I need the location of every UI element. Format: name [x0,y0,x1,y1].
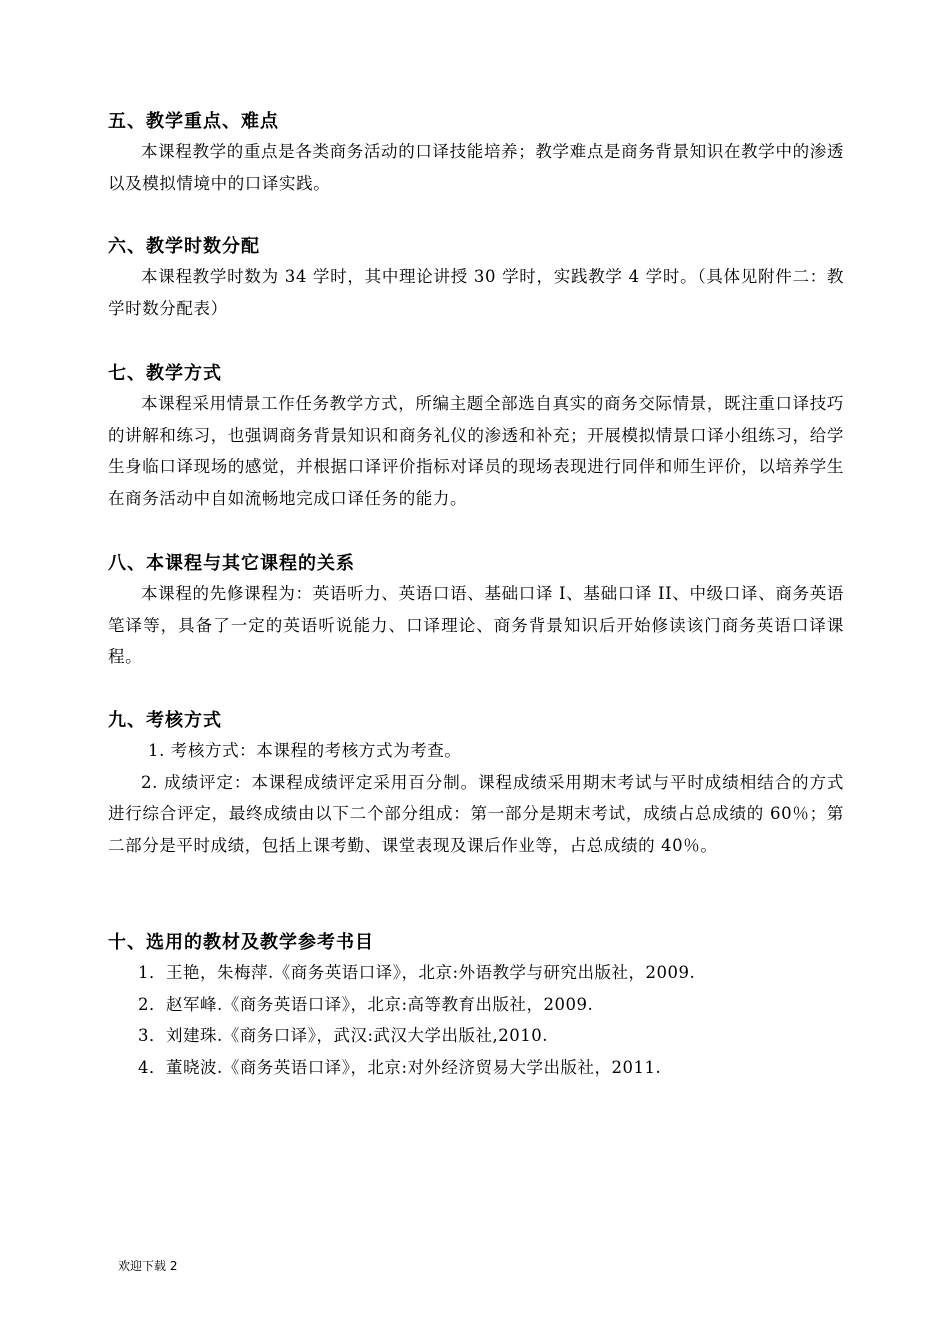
section-paragraph: 本课程采用情景工作任务教学方式，所编主题全部选自真实的商务交际情景，既注重口译技巧的讲解和练习，也强调商务背景知识和商务礼仪的渗透和补充；开展模拟情景口译小组练习，给学生身临口译现场的感觉，并根据口译评价指标对译员的现场表现进行同伴和师生评价，以培养学生在商务活动中自如流畅地完成口译任务的能力。 [108,394,844,508]
section-heading: 九、考核方式 [108,710,222,731]
section-assessment [108,707,844,861]
section-teaching-hours [108,233,844,324]
section-course-relations [108,550,844,673]
assessment-item: 1. 考核方式：本课程的考核方式为考查。 [148,741,462,760]
reference-item: 2．赵军峰.《商务英语口译》，北京:高等教育出版社，2009. [138,994,594,1014]
page-footer: 欢迎下载 2 [118,1259,178,1273]
section-paragraph: 本课程教学时数为 34 学时，其中理论讲授 30 学时，实践教学 4 学时。（具体见附件二：教学时数分配表） [108,267,844,318]
reference-item: 4．董晓波.《商务英语口译》，北京:对外经济贸易大学出版社，2011. [138,1057,662,1077]
section-heading: 十、选用的教材及教学参考书目 [108,932,374,953]
section-paragraph: 本课程的先修课程为：英语听力、英语口语、基础口译 I、基础口译 II、中级口译、商务英语笔译等，具备了一定的英语听说能力、口译理论、商务背景知识后开始修读该门商务英语口译课程。 [108,584,844,666]
section-heading: 八、本课程与其它课程的关系 [108,553,355,574]
section-teaching-method [108,360,844,514]
section-references [108,929,844,1083]
reference-item: 1．王艳，朱梅萍.《商务英语口译》，北京:外语教学与研究出版社，2009. [138,963,696,982]
section-heading: 六、教学时数分配 [108,236,260,257]
assessment-item: 2. 成绩评定：本课程成绩评定采用百分制。课程成绩采用期末考试与平时成绩相结合的方式进行综合评定，最终成绩由以下二个部分组成：第一部分是期末考试，成绩占总成绩的 60％；第二部分是平时成绩，包括上课考勤、课堂表现及课后作业等，占总成绩的 40％。 [108,772,844,855]
section-heading: 五、教学重点、难点 [108,111,279,132]
section-paragraph: 本课程教学的重点是各类商务活动的口译技能培养；教学难点是商务背景知识在教学中的渗透以及模拟情境中的口译实践。 [108,142,844,193]
section-teaching-focus [108,108,844,199]
section-heading: 七、教学方式 [108,363,222,384]
reference-item: 3．刘建珠.《商务口译》，武汉:武汉大学出版社,2010. [138,1026,549,1045]
